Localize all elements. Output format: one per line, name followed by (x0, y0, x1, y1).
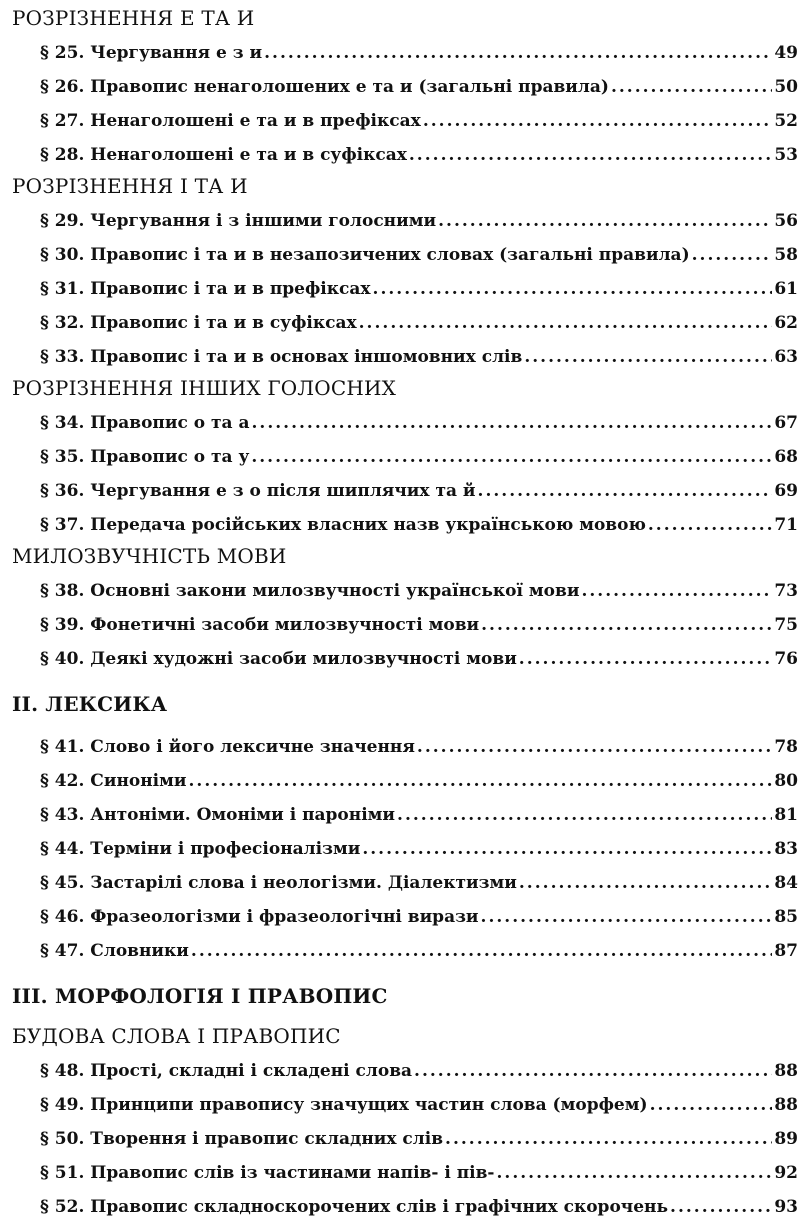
dot-leader (414, 1054, 772, 1088)
toc-entry[interactable] (40, 730, 798, 764)
dot-leader (251, 406, 772, 440)
toc-entry-list (12, 36, 798, 172)
entry-page-number: 92 (774, 1163, 798, 1183)
toc-entry[interactable] (40, 138, 798, 172)
toc-entry[interactable] (40, 36, 798, 70)
dot-leader (650, 1088, 773, 1122)
entry-page-number: 61 (774, 279, 798, 299)
entry-page-number: 88 (774, 1061, 798, 1081)
entry-page-number: 53 (774, 145, 798, 165)
toc-entry[interactable] (40, 1088, 798, 1122)
toc-entry-list (12, 730, 798, 968)
dot-leader (519, 866, 772, 900)
entry-title: § 35. Правопис о та у (40, 447, 250, 467)
entry-title: § 32. Правопис і та и в суфіксах (40, 313, 357, 333)
entry-page-number: 67 (774, 413, 798, 433)
toc-entry-list (12, 406, 798, 542)
dot-leader (362, 832, 772, 866)
entry-title: § 46. Фразеологізми і фразеологічні вирази (40, 907, 479, 927)
entry-page-number: 73 (774, 581, 798, 601)
dot-leader (648, 508, 772, 542)
entry-page-number: 84 (774, 873, 798, 893)
dot-leader (417, 730, 772, 764)
dot-leader (397, 798, 772, 832)
entry-page-number: 58 (774, 245, 798, 265)
entry-title: § 40. Деякі художні засоби милозвучності мови (40, 649, 517, 669)
toc-section (12, 172, 798, 374)
toc-entry[interactable] (40, 238, 798, 272)
dot-leader (373, 272, 773, 306)
entry-title: § 50. Творення і правопис складних слів (40, 1129, 444, 1149)
entry-page-number: 56 (774, 211, 798, 231)
section-heading: БУДОВА СЛОВА І ПРАВОПИС (12, 1024, 341, 1048)
dot-leader (524, 340, 772, 374)
dot-leader (496, 1156, 772, 1190)
section-heading: РОЗРІЗНЕННЯ Е ТА И (12, 6, 255, 30)
dot-leader (519, 642, 773, 676)
entry-page-number: 89 (774, 1129, 798, 1149)
dot-leader (423, 104, 773, 138)
toc-entry[interactable] (40, 934, 798, 968)
entry-page-number: 49 (774, 43, 798, 63)
entry-page-number: 85 (774, 907, 798, 927)
toc-entry[interactable] (40, 440, 798, 474)
toc-entry[interactable] (40, 900, 798, 934)
dot-leader (438, 204, 772, 238)
toc-section (12, 690, 798, 968)
section-heading: МИЛОЗВУЧНІСТЬ МОВИ (12, 544, 287, 568)
entry-title: § 29. Чергування і з іншими голосними (40, 211, 437, 231)
part-heading: ІІ. ЛЕКСИКА (12, 692, 168, 716)
entry-page-number: 88 (774, 1095, 798, 1115)
entry-title: § 45. Застарілі слова і неологізми. Діалектизми (40, 873, 517, 893)
section-heading: РОЗРІЗНЕННЯ І ТА И (12, 174, 248, 198)
toc-entry[interactable] (40, 1122, 798, 1156)
entry-title: § 31. Правопис і та и в префіксах (40, 279, 371, 299)
entry-page-number: 83 (774, 839, 798, 859)
entry-title: § 39. Фонетичні засоби милозвучності мови (40, 615, 480, 635)
toc-entry[interactable] (40, 104, 798, 138)
toc-entry-list (12, 1054, 798, 1224)
entry-title: § 27. Ненаголошені е та и в префіксах (40, 111, 421, 131)
dot-leader (445, 1122, 772, 1156)
toc-entry[interactable] (40, 642, 798, 676)
entry-page-number: 52 (774, 111, 798, 131)
toc-section (12, 542, 798, 676)
entry-page-number: 68 (774, 447, 798, 467)
toc-entry[interactable] (40, 832, 798, 866)
entry-page-number: 93 (774, 1197, 798, 1217)
dot-leader (264, 36, 772, 70)
entry-title: § 42. Синоніми (40, 771, 187, 791)
entry-title: § 36. Чергування е з о після шиплячих та й (40, 481, 476, 501)
toc-entry[interactable] (40, 340, 798, 374)
toc-entry[interactable] (40, 204, 798, 238)
entry-page-number: 87 (774, 941, 798, 961)
toc-entry[interactable] (40, 508, 798, 542)
entry-title: § 49. Принципи правопису значущих частин слова (морфем) (40, 1095, 648, 1115)
entry-title: § 30. Правопис і та и в незапозичених словах (загальні правила) (40, 245, 690, 265)
entry-title: § 34. Правопис о та а (40, 413, 250, 433)
entry-title: § 38. Основні закони милозвучності української мови (40, 581, 580, 601)
dot-leader (189, 764, 773, 798)
dot-leader (692, 238, 773, 272)
dot-leader (481, 900, 773, 934)
toc-entry[interactable] (40, 1156, 798, 1190)
entry-page-number: 71 (774, 515, 798, 535)
entry-page-number: 78 (774, 737, 798, 757)
entry-page-number: 63 (774, 347, 798, 367)
entry-title: § 37. Передача російських власних назв українською мовою (40, 515, 646, 535)
toc-section (12, 374, 798, 542)
entry-page-number: 76 (774, 649, 798, 669)
toc-section (12, 4, 798, 172)
toc-entry[interactable] (40, 272, 798, 306)
dot-leader (409, 138, 772, 172)
entry-title: § 41. Слово і його лексичне значення (40, 737, 415, 757)
dot-leader (670, 1190, 772, 1224)
dot-leader (611, 70, 772, 104)
dot-leader (581, 574, 772, 608)
dot-leader (478, 474, 773, 508)
entry-title: § 52. Правопис складноскорочених слів і графічних скорочень (40, 1197, 669, 1217)
part-heading: ІІІ. МОРФОЛОГІЯ І ПРАВОПИС (12, 984, 388, 1008)
dot-leader (251, 440, 772, 474)
toc-entry[interactable] (40, 866, 798, 900)
entry-page-number: 62 (774, 313, 798, 333)
entry-title: § 33. Правопис і та и в основах іншомовних слів (40, 347, 523, 367)
toc-entry-list (12, 204, 798, 374)
toc-entry-list (12, 574, 798, 676)
toc-entry[interactable] (40, 798, 798, 832)
entry-page-number: 75 (774, 615, 798, 635)
toc-entry[interactable] (40, 608, 798, 642)
entry-page-number: 50 (774, 77, 798, 97)
toc-entry[interactable] (40, 474, 798, 508)
entry-title: § 26. Правопис ненаголошених е та и (загальні правила) (40, 77, 609, 97)
entry-title: § 51. Правопис слів із частинами напів- і пів- (40, 1163, 495, 1183)
toc-entry[interactable] (40, 764, 798, 798)
entry-page-number: 81 (774, 805, 798, 825)
toc-section (12, 1022, 798, 1224)
toc-section (12, 982, 798, 1010)
toc-entry[interactable] (40, 1054, 798, 1088)
entry-title: § 47. Словники (40, 941, 189, 961)
toc-entry[interactable] (40, 574, 798, 608)
dot-leader (191, 934, 772, 968)
dot-leader (359, 306, 773, 340)
toc-entry[interactable] (40, 306, 798, 340)
toc-entry[interactable] (40, 70, 798, 104)
section-heading: РОЗРІЗНЕННЯ ІНШИХ ГОЛОСНИХ (12, 376, 397, 400)
toc-entry[interactable] (40, 406, 798, 440)
toc-entry[interactable] (40, 1190, 798, 1224)
entry-title: § 44. Терміни і професіоналізми (40, 839, 361, 859)
entry-title: § 43. Антоніми. Омоніми і пароніми (40, 805, 396, 825)
entry-title: § 48. Прості, складні і складені слова (40, 1061, 413, 1081)
entry-page-number: 69 (774, 481, 798, 501)
entry-page-number: 80 (774, 771, 798, 791)
dot-leader (481, 608, 772, 642)
entry-title: § 28. Ненаголошені е та и в суфіксах (40, 145, 407, 165)
entry-title: § 25. Чергування е з и (40, 43, 263, 63)
